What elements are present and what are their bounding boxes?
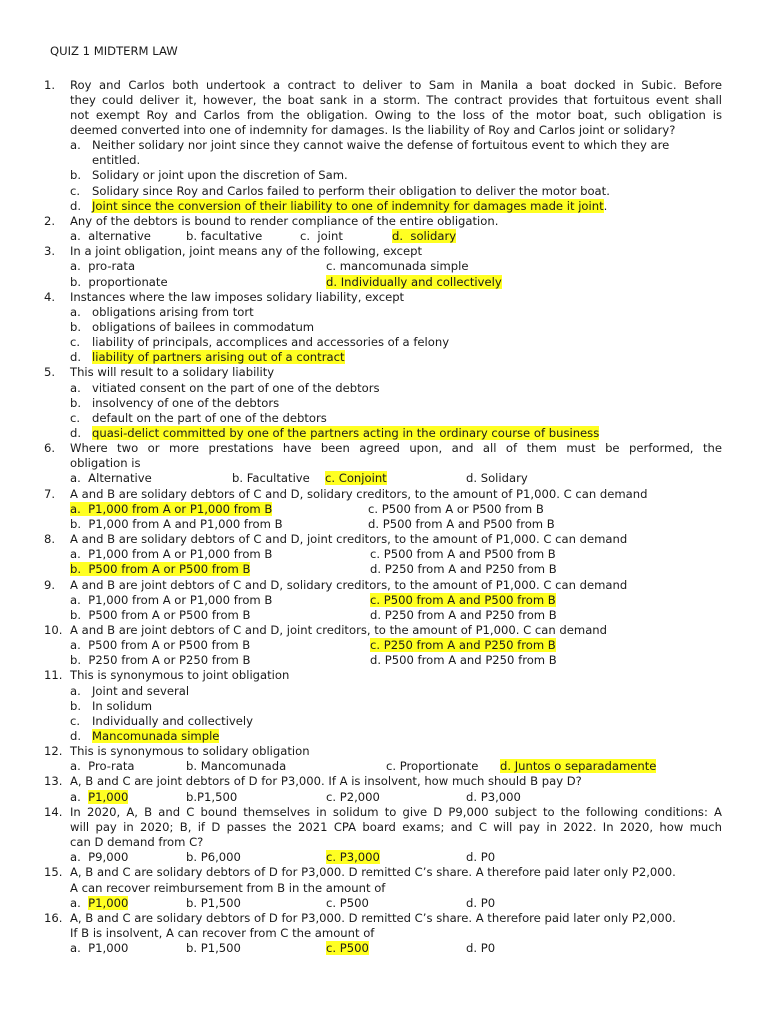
option-letter: a. — [70, 138, 81, 153]
option-letter: d. — [70, 350, 82, 365]
option-cell — [70, 593, 272, 608]
question-number: 9. — [44, 577, 56, 592]
option-label: liability of principals, accomplices and accessories of a felony — [92, 335, 450, 350]
option-text — [92, 396, 279, 411]
option-letter: a. — [70, 683, 81, 698]
option-label: d. P500 from A and P250 from B — [370, 653, 557, 668]
question-number: 16. — [44, 910, 63, 925]
option-cell — [186, 850, 241, 865]
question-text: A, B and C are joint debtors of D for P3,000. If A is insolvent, how much should B pay D? — [70, 774, 582, 789]
option-cell — [370, 562, 557, 577]
option-label: a. pro-rata — [70, 259, 136, 274]
highlighted-answer: b. P500 from A or P500 from B — [70, 562, 251, 577]
option-label: Neither solidary nor joint since they cannot waive the defense of fortuitous event to which they are — [92, 138, 670, 153]
option-cell — [70, 502, 272, 517]
option-text — [92, 714, 253, 729]
option-text — [92, 699, 152, 714]
option-cell — [70, 850, 128, 865]
option-cell — [186, 759, 286, 774]
option-label: a. P500 from A or P500 from B — [70, 638, 251, 653]
option-cell — [466, 850, 495, 865]
option-label: b. proportionate — [70, 274, 168, 289]
option-letter: d. — [70, 198, 82, 213]
option-cell — [70, 653, 250, 668]
option-cell — [326, 275, 502, 290]
option-label: a. P1,000 from A or P1,000 from B — [70, 547, 273, 562]
option-letter: c. — [70, 410, 81, 425]
option-label: Joint and several — [92, 683, 190, 698]
option-letter: a. — [70, 380, 81, 395]
option-label: insolvency of one of the debtors — [92, 395, 280, 410]
option-label: c. mancomunada simple — [326, 259, 469, 274]
option-text — [92, 729, 219, 744]
highlighted-answer: quasi-delict committed by one of the partners acting in the ordinary course of business — [92, 425, 600, 440]
option-label: Solidary or joint upon the discretion of Sam. — [92, 168, 348, 183]
option-label: Individually and collectively — [92, 713, 253, 728]
question-text: obligation is — [70, 456, 141, 471]
option-label: c. joint — [300, 229, 343, 243]
option-cell — [370, 547, 556, 562]
option-letter: b. — [70, 395, 82, 410]
option-cell — [186, 229, 262, 244]
option-label: obligations arising from tort — [92, 304, 254, 319]
option-label: b. P1,500 — [186, 895, 241, 910]
option-label: a. P9,000 — [70, 850, 129, 865]
option-text — [92, 350, 345, 365]
option-cell — [70, 259, 135, 274]
question-number: 13. — [44, 774, 63, 789]
option-cell — [70, 638, 250, 653]
option-label: a. Pro-rata — [70, 759, 135, 774]
question-text: A can recover reimbursement from B in the amount of — [70, 880, 386, 895]
option-label: a. alternative — [70, 229, 151, 243]
option-letter: d. — [70, 425, 82, 440]
option-cell — [466, 941, 495, 956]
option-label: c. Proportionate — [386, 759, 479, 774]
question-text: This will result to a solidary liability — [70, 365, 275, 380]
option-label: b. Facultative — [232, 471, 314, 486]
option-cell — [70, 790, 128, 805]
highlighted-answer: c. P500 from A and P500 from B — [370, 592, 556, 607]
option-label: a. P1,000 from A or P1,000 from B — [70, 592, 273, 607]
option-cell — [326, 790, 380, 805]
option-label: b. P6,000 — [186, 850, 241, 865]
question-number: 1. — [44, 77, 56, 92]
question-text: deemed converted into one of indemnity for damages. Is the liability of Roy and Carlos joint or solidary? — [70, 123, 676, 137]
option-cell — [232, 471, 313, 486]
highlighted-answer: d. solidary — [392, 229, 457, 243]
question-text: not exempt Roy and Carlos from the obligation. Owing to the loss of the motor boat, such obligation is — [70, 107, 722, 122]
option-label: a. P1,000 — [70, 941, 129, 956]
option-cell — [300, 229, 343, 244]
option-cell — [70, 517, 283, 532]
highlighted-answer: c. P250 from A and P250 from B — [370, 638, 556, 653]
highlighted-answer: c. Conjoint — [325, 471, 387, 486]
option-label: d. P500 from A and P500 from B — [368, 516, 555, 531]
option-cell — [326, 259, 468, 274]
option-cell — [70, 941, 128, 956]
question-text: Roy and Carlos both undertook a contract to deliver to Sam in Manila a boat docked in Subic. Before — [70, 77, 722, 92]
option-cell — [186, 941, 241, 956]
option-label: entitled. — [92, 153, 141, 168]
option-label: d. Solidary — [466, 471, 528, 486]
question-text: A, B and C are solidary debtors of D for P3,000. D remitted C’s share. A therefore paid later only P2,000. — [70, 910, 676, 925]
question-text: A and B are joint debtors of C and D, joint creditors, to the amount of P1,000. C can demand — [70, 622, 608, 637]
option-text — [92, 426, 599, 441]
option-cell — [370, 608, 557, 623]
option-text — [92, 684, 189, 699]
question-number: 6. — [44, 441, 56, 456]
option-label: d. P3,000 — [466, 789, 521, 804]
question-text: If B is insolvent, A can recover from C the amount of — [70, 925, 375, 940]
option-label: In solidum — [92, 698, 153, 713]
option-cell — [368, 502, 544, 517]
question-number: 3. — [44, 244, 56, 259]
highlighted-answer: d. Individually and collectively — [326, 274, 502, 289]
question-number: 7. — [44, 486, 56, 501]
question-text: A, B and C are solidary debtors of D for P3,000. D remitted C’s share. A therefore paid later only P2,000. — [70, 865, 676, 880]
question-number: 2. — [44, 213, 56, 228]
option-label: obligations of bailees in commodatum — [92, 319, 315, 334]
question-number: 15. — [44, 865, 63, 880]
highlighted-answer: c. P3,000 — [326, 850, 380, 865]
option-cell — [370, 638, 556, 653]
question-text: This is synonymous to joint obligation — [70, 668, 290, 683]
option-label: d. P0 — [466, 850, 496, 865]
option-text — [92, 320, 314, 335]
option-letter: b. — [70, 168, 82, 183]
highlighted-answer: a. P1,000 from A or P1,000 from B — [70, 501, 273, 516]
option-cell — [392, 229, 456, 244]
option-label: vitiated consent on the part of one of the debtors — [92, 380, 380, 395]
option-cell — [70, 896, 128, 911]
option-text — [92, 411, 327, 426]
option-label: c. P2,000 — [326, 789, 380, 804]
option-cell — [70, 608, 250, 623]
question-number: 11. — [44, 668, 63, 683]
highlighted-answer: Mancomunada simple — [92, 729, 220, 743]
question-number: 10. — [44, 622, 63, 637]
option-label: b. P250 from A or P250 from B — [70, 653, 251, 668]
option-cell — [70, 275, 168, 290]
option-cell — [466, 471, 528, 486]
option-text — [92, 184, 610, 199]
question-text: Where two or more prestations have been agreed upon, and all of them must be performed, the — [70, 441, 722, 456]
option-cell — [70, 562, 250, 577]
option-suffix: . — [603, 198, 608, 213]
question-text: Any of the debtors is bound to render compliance of the entire obligation. — [70, 213, 499, 228]
highlighted-answer: Joint since the conversion of their liability to one of indemnity for damages made it joint — [92, 198, 604, 213]
option-label: Solidary since Roy and Carlos failed to perform their obligation to deliver the motor boat. — [92, 183, 610, 198]
option-label: b. P500 from A or P500 from B — [70, 607, 251, 622]
option-text — [92, 199, 607, 214]
option-text — [92, 335, 449, 350]
option-text — [92, 168, 348, 183]
question-number: 14. — [44, 804, 63, 819]
question-text: This is synonymous to solidary obligation — [70, 744, 310, 759]
option-letter: b. — [70, 319, 82, 334]
question-text: will pay in 2020; B, if D passes the 2021 CPA board exams; and C will pay in 2022. In 2020, how much — [70, 819, 722, 834]
highlighted-answer: d. Juntos o separadamente — [500, 759, 657, 774]
option-cell — [326, 850, 380, 865]
option-label: c. P500 — [326, 895, 369, 910]
option-cell — [70, 471, 152, 486]
option-text — [92, 138, 669, 153]
option-label: d. P250 from A and P250 from B — [370, 607, 557, 622]
option-text — [92, 305, 254, 320]
page-title: QUIZ 1 MIDTERM LAW — [50, 44, 178, 58]
option-label: b.P1,500 — [186, 789, 238, 804]
question-text: can D demand from C? — [70, 835, 204, 849]
option-label: a. — [70, 789, 89, 804]
question-text: In a joint obligation, joint means any of the following, except — [70, 244, 423, 259]
option-cell — [466, 790, 521, 805]
option-letter: b. — [70, 698, 82, 713]
option-label: d. P0 — [466, 941, 496, 956]
highlighted-answer: liability of partners arising out of a contract — [92, 350, 345, 365]
option-cell — [186, 790, 237, 805]
option-label: a. — [70, 895, 89, 910]
option-cell — [70, 229, 151, 244]
option-letter: d. — [70, 729, 82, 743]
option-label: b. Mancomunada — [186, 759, 287, 774]
question-text: A and B are joint debtors of C and D, solidary creditors, to the amount of P1,000. C can demand — [70, 577, 628, 592]
option-label: default on the part of one of the debtors — [92, 410, 327, 425]
question-text: they could deliver it, however, the boat sank in a storm. The contract provides that fortuitous event shall — [70, 92, 722, 107]
option-cell — [370, 593, 556, 608]
option-cell — [326, 896, 369, 911]
option-text — [92, 381, 380, 396]
option-label: c. P500 from A or P500 from B — [368, 501, 544, 516]
option-label: a. Alternative — [70, 471, 152, 486]
option-letter: c. — [70, 183, 81, 198]
option-cell — [186, 896, 241, 911]
question-number: 8. — [44, 532, 56, 546]
highlighted-answer: c. P500 — [326, 941, 369, 956]
option-letter: a. — [70, 304, 81, 319]
option-letter: c. — [70, 713, 81, 728]
option-cell — [70, 759, 134, 774]
highlighted-answer: P1,000 — [88, 789, 129, 804]
option-label: b. P1,500 — [186, 941, 241, 956]
option-cell — [368, 517, 555, 532]
option-label: b. facultative — [186, 229, 263, 243]
question-text: A and B are solidary debtors of C and D, joint creditors, to the amount of P1,000. C can demand — [70, 532, 628, 546]
question-text: Instances where the law imposes solidary liability, except — [70, 289, 405, 304]
question-number: 5. — [44, 365, 56, 380]
option-cell — [466, 896, 495, 911]
option-cell — [500, 759, 656, 774]
question-text: A and B are solidary debtors of C and D, solidary creditors, to the amount of P1,000. C can demand — [70, 486, 648, 501]
question-text: In 2020, A, B and C bound themselves in solidum to give D P9,000 subject to the following conditions: A — [70, 804, 722, 819]
highlighted-answer: P1,000 — [88, 895, 129, 910]
option-label: c. P500 from A and P500 from B — [370, 547, 556, 562]
option-cell — [326, 941, 369, 956]
option-cell — [70, 547, 272, 562]
option-letter: c. — [70, 335, 81, 350]
option-label: d. P0 — [466, 895, 496, 910]
option-label: d. P250 from A and P250 from B — [370, 562, 557, 577]
option-cell — [370, 653, 557, 668]
option-cell — [325, 471, 387, 486]
question-number: 12. — [44, 744, 63, 759]
question-number: 4. — [44, 289, 56, 304]
option-text — [92, 153, 140, 168]
option-cell — [386, 759, 478, 774]
option-label: b. P1,000 from A and P1,000 from B — [70, 516, 283, 531]
